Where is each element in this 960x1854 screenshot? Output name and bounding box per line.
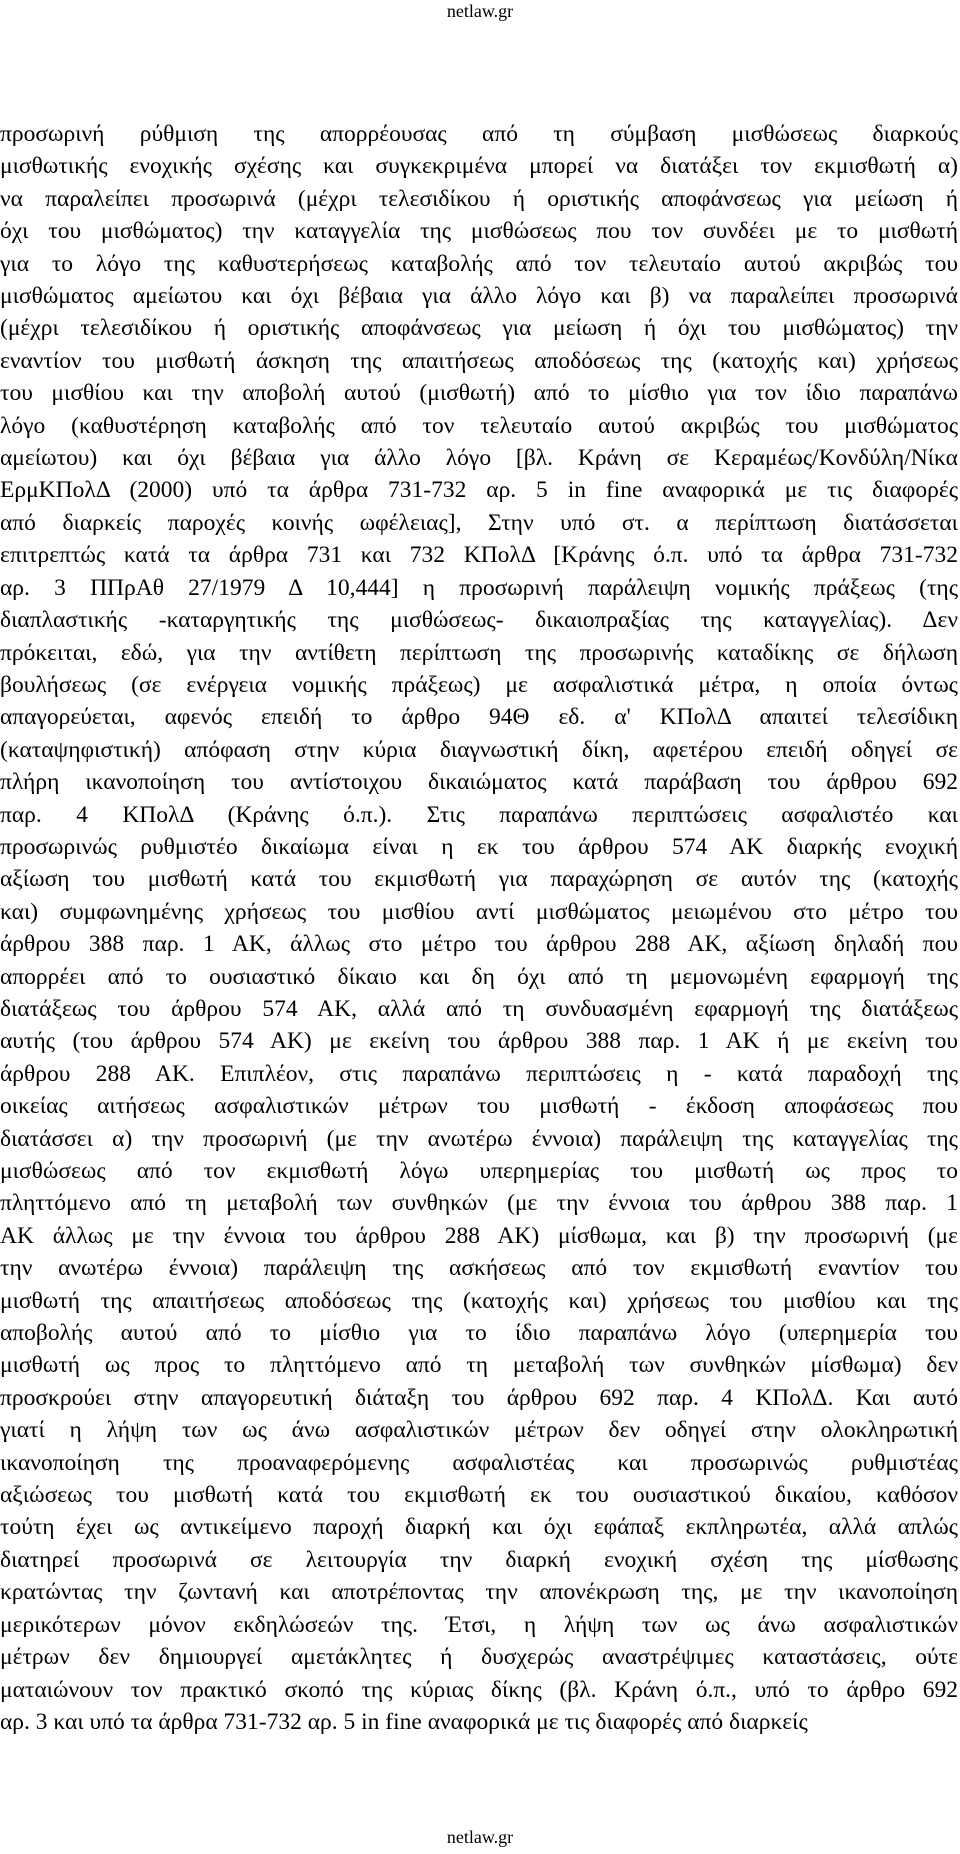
text-line: του μισθίου και την αποβολή αυτού (μισθωτή) από το μίσθιο για τον ίδιο παραπάνω [0,380,958,407]
text-line: ΑΚ άλλως με την έννοια του άρθρου 288 ΑΚ) μίσθωμα, και β) την προσωρινή (με [0,1222,958,1249]
page-footer-site: netlaw.gr [446,1827,514,1847]
text-line: απορρέει από το ουσιαστικό δίκαιο και δη όχι από τη μεμονωμένη εφαρμογή της [0,963,958,990]
text-line: βουλήσεως (σε ενέργεια νομικής πράξεως) με ασφαλιστικά μέτρα, η οποία όντως [0,671,958,698]
text-line: μισθώσεως από τον εκμισθωτή λόγω υπερημερίας του μισθωτή ως προς το [0,1158,958,1184]
text-line: την ανωτέρω έννοια) παράλειψη της ασκήσεως από τον εκμισθωτή εναντίον του [0,1255,958,1282]
text-line: πληττόμενο από τη μεταβολή των συνθηκών (με την έννοια του άρθρου 388 παρ. 1 [0,1190,958,1217]
text-line: άρθρου 388 παρ. 1 ΑΚ, άλλως στο μέτρο του άρθρου 288 ΑΚ, αξίωση δηλαδή που [0,931,958,958]
text-line: (καταψηφιστική) απόφαση στην κύρια διαγνωστική δίκη, αφετέρου επειδή οδηγεί σε [0,736,958,763]
text-line: άρθρου 288 ΑΚ. Επιπλέον, στις παραπάνω περιπτώσεις η - κατά παραδοχή της [0,1060,958,1087]
text-line: μισθωτή της απαιτήσεως αποδόσεως της (κατοχής και) χρήσεως του μισθίου και της [0,1287,958,1314]
text-line: όχι του μισθώματος) την καταγγελία της μισθώσεως που τον συνδέει με το μισθωτή [0,218,958,245]
text-line: μισθώματος αμείωτου και όχι βέβαια για άλλο λόγο και β) να παραλείπει προσωρινά [0,283,958,310]
text-line: εναντίον του μισθωτή άσκηση της απαιτήσεως αποδόσεως της (κατοχής και) χρήσεως [0,347,958,374]
text-line: μισθωτή ως προς το πληττόμενο από τη μεταβολή των συνθηκών μίσθωμα) δεν [0,1352,958,1379]
text-line: προσωρινώς ρυθμιστέο δικαίωμα είναι η εκ του άρθρου 574 ΑΚ διαρκής ενοχική [0,833,958,860]
page-header-site: netlaw.gr [446,1,514,21]
text-line: αξιώσεως του μισθωτή κατά του εκμισθωτή εκ του ουσιαστικού δικαίου, καθόσον [0,1482,958,1509]
text-line: γιατί η λήψη των ως άνω ασφαλιστικών μέτρων δεν οδηγεί στην ολοκληρωτική [0,1417,958,1444]
text-line: μισθωτικής ενοχικής σχέσης και συγκεκριμένα μπορεί να διατάξει τον εκμισθωτή α) [0,153,958,180]
text-line: να παραλείπει προσωρινά (μέχρι τελεσιδίκου ή οριστικής αποφάνσεως για μείωση ή [0,185,958,212]
text-line: διατηρεί προσωρινά σε λειτουργία την διαρκή ενοχική σχέση της μίσθωσης [0,1546,958,1573]
text-line: ματαιώνουν τον πρακτικό σκοπό της κύριας δίκης (βλ. Κράνη ό.π., υπό το άρθρο 692 [0,1676,958,1703]
text-line: αποβολής αυτού από το μίσθιο για το ίδιο παραπάνω λόγο (υπερημερία του [0,1320,958,1347]
text-line: διατάσσει α) την προσωρινή (με την ανωτέρω έννοια) παράλειψη της καταγγελίας της [0,1125,958,1152]
text-line: αμείωτου) και όχι βέβαια για άλλο λόγο [βλ. Κράνη σε Κεραμέως/Κονδύλη/Νίκα [0,445,958,472]
text-line: προσκρούει στην απαγορευτική διάταξη του άρθρου 692 παρ. 4 ΚΠολΔ. Και αυτό [0,1384,958,1411]
text-line: επιτρεπτώς κατά τα άρθρα 731 και 732 ΚΠολΔ [Κράνης ό.π. υπό τα άρθρα 731-732 [0,542,958,569]
text-line: και) συμφωνημένης χρήσεως του μισθίου αντί μισθώματος μειωμένου στο μέτρο του [0,898,958,925]
text-line: αυτής (του άρθρου 574 ΑΚ) με εκείνη του άρθρου 388 παρ. 1 ΑΚ ή με εκείνη του [0,1028,958,1055]
text-line: οικείας αιτήσεως ασφαλιστικών μέτρων του μισθωτή - έκδοση αποφάσεως που [0,1093,958,1120]
text-line: (μέχρι τελεσιδίκου ή οριστικής αποφάνσεως για μείωση ή όχι του μισθώματος) την [0,315,958,342]
text-line: κρατώντας την ζωντανή και αποτρέποντας την απονέκρωση της, με την ικανοποίηση [0,1579,958,1606]
document-body [0,118,958,1738]
text-line: διαπλαστικής -καταργητικής της μισθώσεως- δικαιοπραξίας της καταγγελίας). Δεν [0,607,958,634]
text-line: μέτρων δεν δημιουργεί αμετάκλητες ή δυσχερώς αναστρέψιμες καταστάσεις, ούτε [0,1644,958,1671]
text-line: από διαρκείς παροχές κοινής ωφέλειας], Στην υπό στ. α περίπτωση διατάσσεται [0,509,958,536]
text-line: απαγορεύεται, αφενός επειδή το άρθρο 94Θ εδ. α' ΚΠολΔ απαιτεί τελεσίδικη [0,704,958,731]
text-line: προσωρινή ρύθμιση της απορρέουσας από τη σύμβαση μισθώσεως διαρκούς [0,121,958,147]
text-line: ΕρμΚΠολΔ (2000) υπό τα άρθρα 731-732 αρ. 5 in fine αναφορικά με τις διαφορές [0,477,958,504]
text-line: τούτη έχει ως αντικείμενο παροχή διαρκή και όχι εφάπαξ εκπληρωτέα, αλλά απλώς [0,1514,958,1541]
text-line: αρ. 3 και υπό τα άρθρα 731-732 αρ. 5 in fine αναφορικά με τις διαφορές από διαρκείς [0,1708,808,1735]
text-line: λόγο (καθυστέρηση καταβολής από τον τελευταίο αυτού ακριβώς του μισθώματος [0,412,958,439]
text-line: παρ. 4 ΚΠολΔ (Κράνης ό.π.). Στις παραπάνω περιπτώσεις ασφαλιστέο και [0,801,958,828]
text-line: αξίωση του μισθωτή κατά του εκμισθωτή για παραχώρηση σε αυτόν της (κατοχής [0,866,958,893]
text-line: αρ. 3 ΠΠρΑθ 27/1979 Δ 10,444] η προσωρινή παράλειψη νομικής πράξεως (της [0,574,958,601]
text-line: διατάξεως του άρθρου 574 ΑΚ, αλλά από τη συνδυασμένη εφαρμογή της διατάξεως [0,995,958,1022]
text-line: μερικότερων μόνον εκδηλώσεών της. Έτσι, η λήψη των ως άνω ασφαλιστικών [0,1611,958,1638]
text-line: ικανοποίηση της προαναφερόμενης ασφαλιστέας και προσωρινώς ρυθμιστέας [0,1449,958,1476]
text-line: πρόκειται, εδώ, για την αντίθετη περίπτωση της προσωρινής καταδίκης σε δήλωση [0,639,958,666]
text-line: πλήρη ικανοποίηση του αντίστοιχου δικαιώματος κατά παράβαση του άρθρου 692 [0,769,958,796]
text-line: για το λόγο της καθυστερήσεως καταβολής από τον τελευταίο αυτού ακριβώς του [0,250,958,277]
